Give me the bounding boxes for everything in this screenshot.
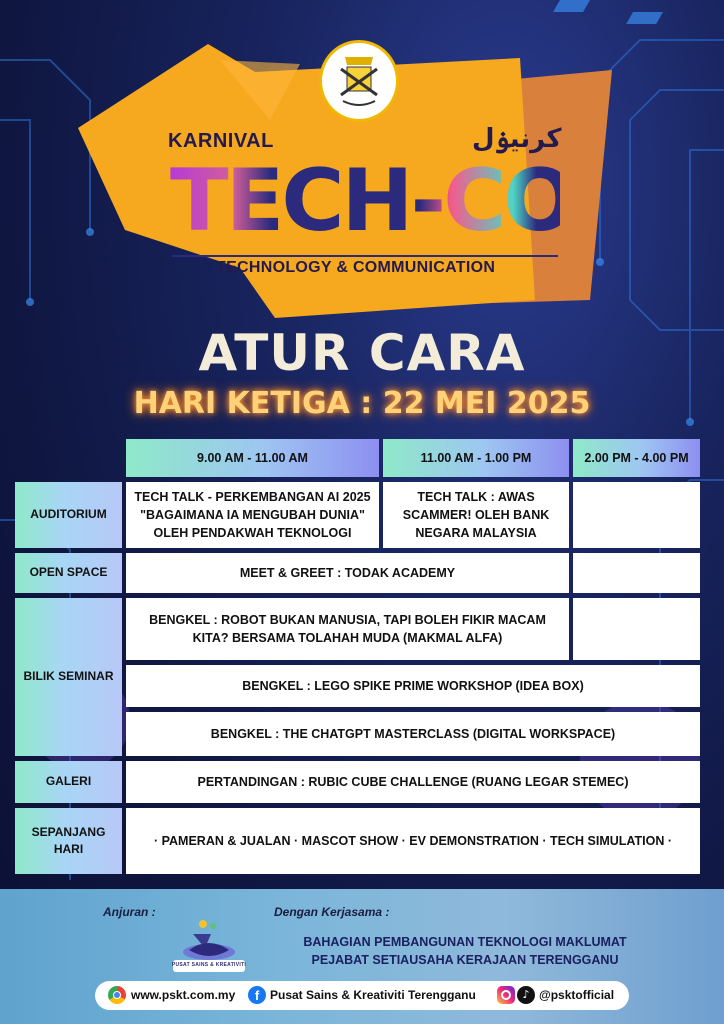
schedule-cell-empty bbox=[573, 598, 700, 660]
facebook-icon: f bbox=[248, 986, 266, 1004]
partner-line-2: PEJABAT SETIAUSAHA KERAJAAN TERENGGANU bbox=[311, 952, 619, 967]
schedule-cell: TECH TALK : AWAS SCAMMER! OLEH BANK NEGARA MALAYSIA bbox=[383, 482, 569, 548]
partner-label: Dengan Kerjasama : bbox=[274, 905, 390, 919]
karnival-jawi-label: کرنيۏل bbox=[472, 124, 562, 154]
tagline: TECHNOLOGY & COMMUNICATION bbox=[216, 259, 496, 276]
venue-label: SEPANJANG HARI bbox=[15, 808, 122, 874]
event-header bbox=[0, 0, 724, 320]
time-slot-header: 2.00 PM - 4.00 PM bbox=[573, 439, 700, 477]
schedule-cell: TECH TALK - PERKEMBANGAN AI 2025 "BAGAIMANA IA MENGUBAH DUNIA" OLEH PENDAKWAH TEKNOLOGI bbox=[126, 482, 379, 548]
time-slot-header: 9.00 AM - 11.00 AM bbox=[126, 439, 379, 477]
pskt-logo-icon bbox=[163, 916, 255, 978]
schedule-cell-empty bbox=[573, 553, 700, 593]
tech-com-logo: TECH-COM bbox=[170, 151, 656, 251]
schedule-cell: PERTANDINGAN : RUBIC CUBE CHALLENGE (RUANG LEGAR STEMEC) bbox=[126, 761, 700, 803]
social-handle-link[interactable]: @psktofficial bbox=[539, 988, 615, 1002]
day-subtitle: HARI KETIGA : 22 MEI 2025 bbox=[133, 386, 591, 421]
venue-label: BILIK SEMINAR bbox=[15, 598, 122, 756]
terengganu-crest-icon bbox=[319, 40, 399, 122]
logo-divider bbox=[172, 255, 558, 257]
pskt-logo-text: PUSAT SAINS & KREATIVITI bbox=[171, 962, 247, 968]
chrome-icon bbox=[108, 986, 126, 1004]
facebook-link[interactable]: Pusat Sains & Kreativiti Terengganu bbox=[270, 988, 476, 1002]
partner-name bbox=[290, 934, 640, 969]
schedule-cell: MEET & GREET : TODAK ACADEMY bbox=[126, 553, 569, 593]
organizer-label: Anjuran : bbox=[103, 905, 156, 919]
schedule-cell: · PAMERAN & JUALAN · MASCOT SHOW · EV DEMONSTRATION · TECH SIMULATION · bbox=[126, 808, 700, 874]
schedule-cell: BENGKEL : LEGO SPIKE PRIME WORKSHOP (IDEA BOX) bbox=[126, 665, 700, 707]
website-link[interactable]: www.pskt.com.my bbox=[131, 988, 236, 1002]
schedule-cell: BENGKEL : ROBOT BUKAN MANUSIA, TAPI BOLEH FIKIR MACAM KITA? BERSAMA TOLAHAH MUDA (MAKMAL ALFA) bbox=[126, 598, 569, 660]
schedule-cell-empty bbox=[573, 482, 700, 548]
partner-line-1: BAHAGIAN PEMBANGUNAN TEKNOLOGI MAKLUMAT bbox=[303, 935, 627, 949]
venue-label: OPEN SPACE bbox=[15, 553, 122, 593]
karnival-label: KARNIVAL bbox=[168, 130, 274, 152]
page-title: ATUR CARA bbox=[198, 324, 526, 382]
venue-label: AUDITORIUM bbox=[15, 482, 122, 548]
instagram-icon bbox=[497, 986, 515, 1004]
time-slot-header: 11.00 AM - 1.00 PM bbox=[383, 439, 569, 477]
schedule-cell: BENGKEL : THE CHATGPT MASTERCLASS (DIGITAL WORKSPACE) bbox=[126, 712, 700, 756]
venue-label: GALERI bbox=[15, 761, 122, 803]
tiktok-icon: ♪ bbox=[517, 986, 535, 1004]
